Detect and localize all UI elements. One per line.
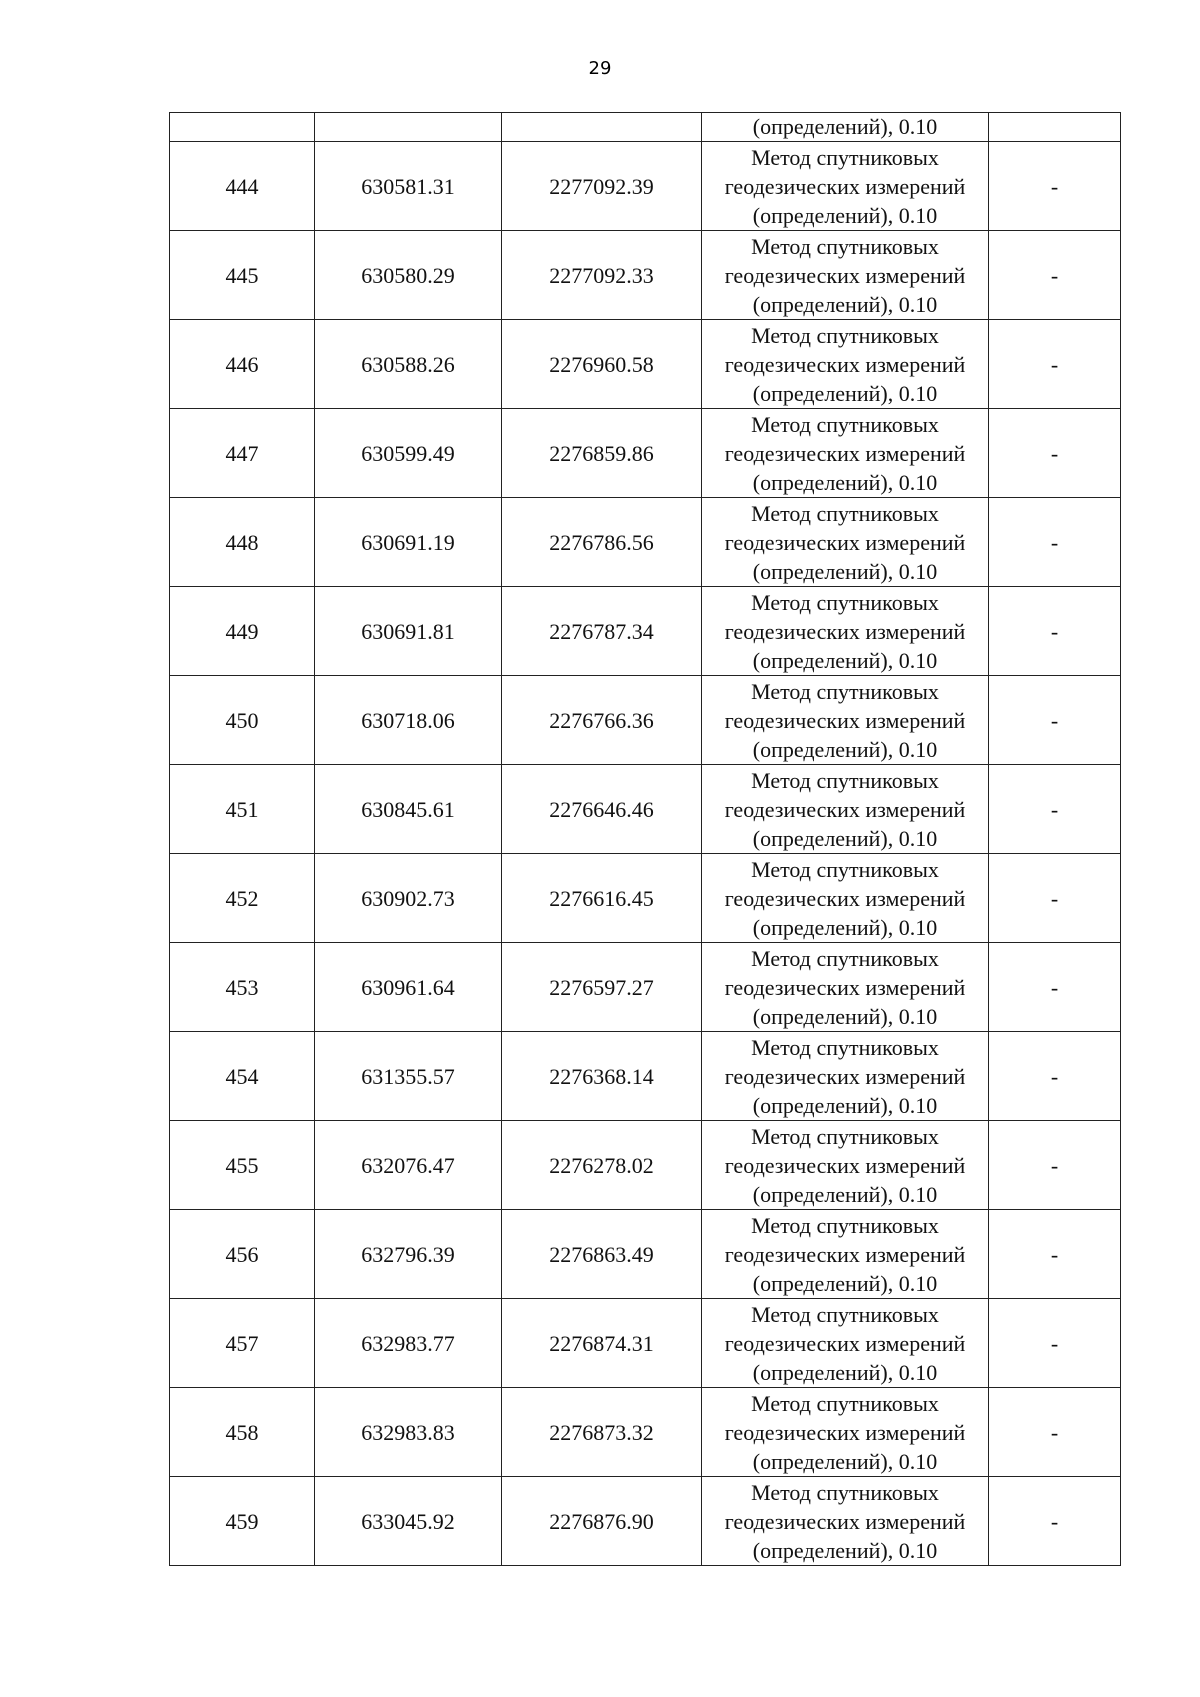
method-line: Метод спутниковых <box>751 1390 939 1416</box>
x-coordinate-cell: 632983.83 <box>315 1388 502 1477</box>
table-row <box>170 943 1121 1032</box>
x-coordinate-cell: 632076.47 <box>315 1121 502 1210</box>
y-coordinate-cell: 2277092.33 <box>502 231 702 320</box>
x-coordinate-cell: 630845.61 <box>315 765 502 854</box>
note-cell: - <box>989 943 1121 1032</box>
note-cell: - <box>989 498 1121 587</box>
method-line: геодезических измерений <box>724 440 966 466</box>
method-line: (определений), 0.10 <box>752 1092 938 1118</box>
point-number-cell: 446 <box>170 320 315 409</box>
method-line: Метод спутниковых <box>751 144 939 170</box>
point-number-cell: 454 <box>170 1032 315 1121</box>
point-number-cell: 452 <box>170 854 315 943</box>
method-cell <box>702 1477 989 1566</box>
method-line: (определений), 0.10 <box>752 914 938 940</box>
x-coordinate-cell: 632983.77 <box>315 1299 502 1388</box>
method-line: геодезических измерений <box>724 262 966 288</box>
x-coordinate-cell: 630580.29 <box>315 231 502 320</box>
table-row <box>170 142 1121 231</box>
method-line: (определений), 0.10 <box>752 380 938 406</box>
table-row <box>170 1210 1121 1299</box>
y-coordinate-cell: 2276766.36 <box>502 676 702 765</box>
x-coordinate-cell: 630691.81 <box>315 587 502 676</box>
y-coordinate-cell: 2276960.58 <box>502 320 702 409</box>
method-cell <box>702 1388 989 1477</box>
method-cell: (определений), 0.10 <box>702 113 989 142</box>
point-number-cell: 455 <box>170 1121 315 1210</box>
y-coordinate-cell: 2276597.27 <box>502 943 702 1032</box>
method-line: Метод спутниковых <box>751 1212 939 1238</box>
point-number-cell: 450 <box>170 676 315 765</box>
note-cell: - <box>989 231 1121 320</box>
note-cell: - <box>989 409 1121 498</box>
method-line: геодезических измерений <box>724 796 966 822</box>
method-line: Метод спутниковых <box>751 1123 939 1149</box>
x-coordinate-cell: 630961.64 <box>315 943 502 1032</box>
y-coordinate-cell: 2276646.46 <box>502 765 702 854</box>
method-line: геодезических измерений <box>724 1419 966 1445</box>
method-line: Метод спутниковых <box>751 500 939 526</box>
table-row <box>170 409 1121 498</box>
method-cell <box>702 231 989 320</box>
table-row <box>170 587 1121 676</box>
method-line: (определений), 0.10 <box>752 1359 938 1385</box>
continuation-row <box>170 113 1121 142</box>
note-cell: - <box>989 765 1121 854</box>
y-coordinate-cell: 2276787.34 <box>502 587 702 676</box>
y-coordinate-cell: 2276876.90 <box>502 1477 702 1566</box>
x-coordinate-cell: 631355.57 <box>315 1032 502 1121</box>
point-number-cell: 449 <box>170 587 315 676</box>
method-cell <box>702 142 989 231</box>
method-line: (определений), 0.10 <box>752 1003 938 1029</box>
x-coordinate-cell: 630691.19 <box>315 498 502 587</box>
method-line: Метод спутниковых <box>751 945 939 971</box>
method-cell <box>702 943 989 1032</box>
method-line: (определений), 0.10 <box>752 825 938 851</box>
method-line: геодезических измерений <box>724 885 966 911</box>
page-number: 29 <box>588 58 612 79</box>
method-line: геодезических измерений <box>724 1063 966 1089</box>
point-number-cell: 444 <box>170 142 315 231</box>
note-cell: - <box>989 587 1121 676</box>
x-coordinate-cell: 633045.92 <box>315 1477 502 1566</box>
method-line: Метод спутниковых <box>751 322 939 348</box>
method-line: (определений), 0.10 <box>752 291 938 317</box>
method-line: геодезических измерений <box>724 1241 966 1267</box>
x-coordinate-cell: 630718.06 <box>315 676 502 765</box>
method-line: Метод спутниковых <box>751 856 939 882</box>
x-coordinate-cell: 630588.26 <box>315 320 502 409</box>
method-line: (определений), 0.10 <box>752 1181 938 1207</box>
method-line: Метод спутниковых <box>751 233 939 259</box>
coordinates-table <box>169 112 1121 1566</box>
table-row <box>170 231 1121 320</box>
method-cell <box>702 676 989 765</box>
table-row <box>170 1388 1121 1477</box>
method-line: (определений), 0.10 <box>752 1448 938 1474</box>
method-line: Метод спутниковых <box>751 411 939 437</box>
note-cell: - <box>989 1210 1121 1299</box>
note-cell: - <box>989 1477 1121 1566</box>
method-line: Метод спутниковых <box>751 1034 939 1060</box>
method-line: (определений), 0.10 <box>752 469 938 495</box>
point-number-cell: 453 <box>170 943 315 1032</box>
table-row <box>170 320 1121 409</box>
table-row <box>170 676 1121 765</box>
method-line: Метод спутниковых <box>751 1479 939 1505</box>
table-row <box>170 765 1121 854</box>
y-coordinate-cell: 2276368.14 <box>502 1032 702 1121</box>
method-line: геодезических измерений <box>724 618 966 644</box>
x-coordinate-cell <box>315 113 502 142</box>
method-line: Метод спутниковых <box>751 678 939 704</box>
method-cell <box>702 854 989 943</box>
note-cell: - <box>989 142 1121 231</box>
note-cell: - <box>989 1032 1121 1121</box>
y-coordinate-cell: 2276616.45 <box>502 854 702 943</box>
y-coordinate-cell: 2276278.02 <box>502 1121 702 1210</box>
x-coordinate-cell: 630581.31 <box>315 142 502 231</box>
method-line: геодезических измерений <box>724 1330 966 1356</box>
method-line: геодезических измерений <box>724 707 966 733</box>
method-line: геодезических измерений <box>724 351 966 377</box>
method-line: геодезических измерений <box>724 529 966 555</box>
point-number-cell <box>170 113 315 142</box>
method-line: Метод спутниковых <box>751 767 939 793</box>
point-number-cell: 458 <box>170 1388 315 1477</box>
table-row <box>170 1299 1121 1388</box>
y-coordinate-cell: 2277092.39 <box>502 142 702 231</box>
method-cell <box>702 587 989 676</box>
point-number-cell: 448 <box>170 498 315 587</box>
point-number-cell: 445 <box>170 231 315 320</box>
method-line: (определений), 0.10 <box>752 736 938 762</box>
method-line: (определений), 0.10 <box>752 558 938 584</box>
point-number-cell: 459 <box>170 1477 315 1566</box>
method-line: геодезических измерений <box>724 173 966 199</box>
method-line: (определений), 0.10 <box>752 1537 938 1563</box>
x-coordinate-cell: 630902.73 <box>315 854 502 943</box>
method-cell <box>702 320 989 409</box>
method-cell <box>702 1299 989 1388</box>
method-cell <box>702 498 989 587</box>
note-cell: - <box>989 854 1121 943</box>
method-line: геодезических измерений <box>724 1508 966 1534</box>
note-cell: - <box>989 676 1121 765</box>
y-coordinate-cell: 2276786.56 <box>502 498 702 587</box>
y-coordinate-cell: 2276874.31 <box>502 1299 702 1388</box>
method-line: геодезических измерений <box>724 974 966 1000</box>
note-cell <box>989 113 1121 142</box>
method-line: Метод спутниковых <box>751 1301 939 1327</box>
table-row <box>170 854 1121 943</box>
note-cell: - <box>989 320 1121 409</box>
method-cell <box>702 1032 989 1121</box>
method-line: (определений), 0.10 <box>752 202 938 228</box>
method-line: (определений), 0.10 <box>752 647 938 673</box>
table-row <box>170 1032 1121 1121</box>
point-number-cell: 456 <box>170 1210 315 1299</box>
method-line: геодезических измерений <box>724 1152 966 1178</box>
note-cell: - <box>989 1299 1121 1388</box>
point-number-cell: 457 <box>170 1299 315 1388</box>
point-number-cell: 451 <box>170 765 315 854</box>
y-coordinate-cell: 2276859.86 <box>502 409 702 498</box>
method-line: (определений), 0.10 <box>752 1270 938 1296</box>
x-coordinate-cell: 630599.49 <box>315 409 502 498</box>
coordinates-table-body <box>170 113 1121 1566</box>
y-coordinate-cell <box>502 113 702 142</box>
y-coordinate-cell: 2276863.49 <box>502 1210 702 1299</box>
note-cell: - <box>989 1388 1121 1477</box>
method-line: Метод спутниковых <box>751 589 939 615</box>
method-cell <box>702 409 989 498</box>
point-number-cell: 447 <box>170 409 315 498</box>
x-coordinate-cell: 632796.39 <box>315 1210 502 1299</box>
method-cell <box>702 765 989 854</box>
table-row <box>170 1477 1121 1566</box>
table-row <box>170 1121 1121 1210</box>
note-cell: - <box>989 1121 1121 1210</box>
method-cell <box>702 1121 989 1210</box>
method-cell <box>702 1210 989 1299</box>
table-row <box>170 498 1121 587</box>
y-coordinate-cell: 2276873.32 <box>502 1388 702 1477</box>
